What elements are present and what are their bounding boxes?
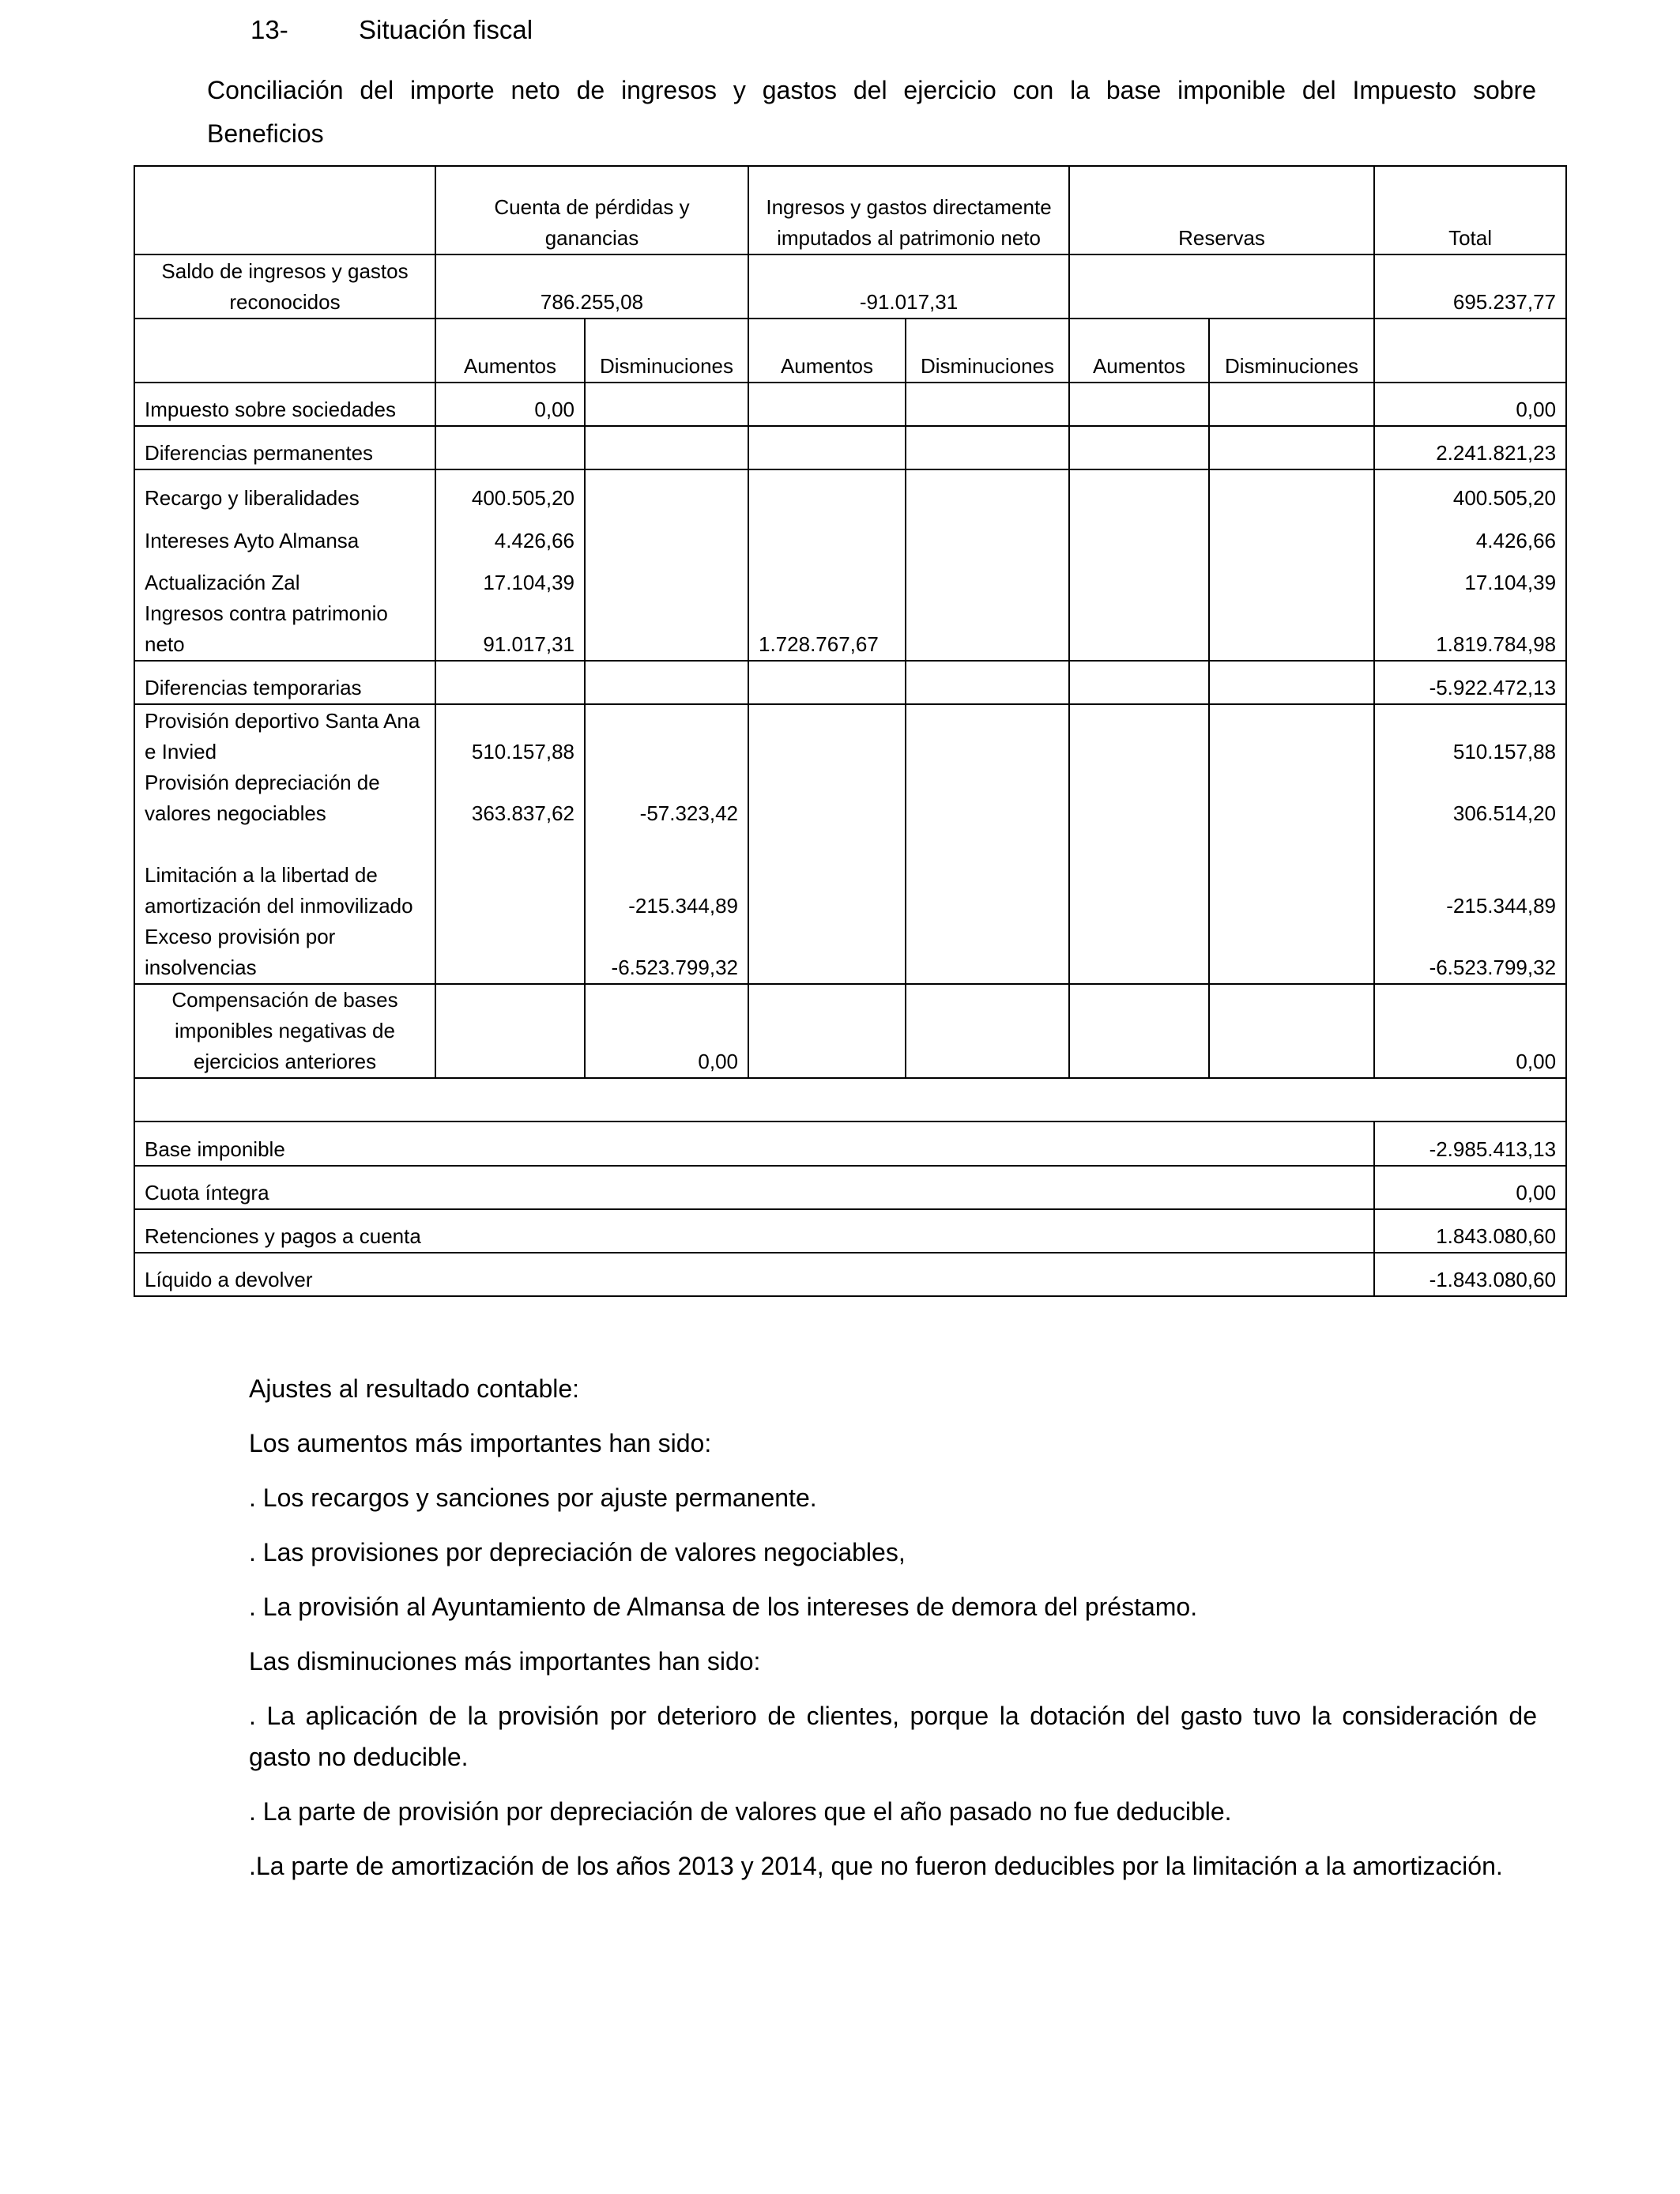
cell-value: 0,00 <box>435 383 585 426</box>
spacer-row <box>134 1078 1566 1122</box>
notes-paragraph: . La parte de provisión por depreciación de valores que el año pasado no fue deducible. <box>249 1797 1232 1826</box>
cell-empty <box>906 556 1069 598</box>
cell-empty <box>906 829 1069 922</box>
cell-empty <box>1209 829 1374 922</box>
notes-paragraph: .La parte de amortización de los años 2013 y 2014, que no fueron deducibles por la limitación a la amortización. <box>249 1852 1503 1880</box>
summary-row <box>134 1166 1566 1209</box>
cell-empty <box>1209 514 1374 556</box>
cell-value <box>748 469 906 514</box>
cell-value: 17.104,39 <box>435 556 585 598</box>
cell-empty <box>1069 829 1209 922</box>
cell-empty <box>1069 556 1209 598</box>
cell-empty <box>748 922 906 984</box>
temp-detail-row <box>134 829 1566 922</box>
header-total: Total <box>1374 166 1566 254</box>
cell-value: -57.323,42 <box>585 767 748 829</box>
cell-empty <box>1209 767 1374 829</box>
temporarias-row <box>134 661 1566 704</box>
cell-empty <box>585 469 748 514</box>
row-label: Intereses Ayto Almansa <box>134 514 435 556</box>
cell-value: 91.017,31 <box>435 598 585 661</box>
cell-total: 0,00 <box>1374 984 1566 1078</box>
cell-total: 2.241.821,23 <box>1374 426 1566 469</box>
cell-empty <box>748 426 906 469</box>
saldo-pyg-value: 786.255,08 <box>435 254 748 319</box>
subheader-empty-cell <box>134 319 435 383</box>
cell-total: 400.505,20 <box>1374 469 1566 514</box>
cell-empty <box>585 661 748 704</box>
cell-empty <box>1069 661 1209 704</box>
cell-empty <box>906 598 1069 661</box>
row-label: Provisión depreciación de valores negociables <box>134 767 435 829</box>
summary-row <box>134 1122 1566 1166</box>
notes-paragraph: Los aumentos más importantes han sido: <box>249 1429 712 1457</box>
cell-empty <box>1069 767 1209 829</box>
cell-empty <box>435 984 585 1078</box>
section-title: Situación fiscal <box>359 15 533 44</box>
row-label: Recargo y liberalidades <box>134 469 435 514</box>
cell-total: 306.514,20 <box>1374 767 1566 829</box>
cell-empty <box>906 426 1069 469</box>
saldo-row <box>134 254 1566 319</box>
summary-total: -1.843.080,60 <box>1374 1253 1566 1296</box>
cell-value <box>585 704 748 767</box>
cell-empty <box>748 984 906 1078</box>
cell-empty <box>906 514 1069 556</box>
row-label: Diferencias permanentes <box>134 426 435 469</box>
cell-total: -215.344,89 <box>1374 829 1566 922</box>
cell-empty <box>585 514 748 556</box>
summary-label: Retenciones y pagos a cuenta <box>134 1209 1374 1253</box>
cell-empty <box>1069 426 1209 469</box>
saldo-total-value: 695.237,77 <box>1374 254 1566 319</box>
cell-value: 1.728.767,67 <box>748 598 906 661</box>
cell-empty <box>1209 661 1374 704</box>
summary-total: -2.985.413,13 <box>1374 1122 1566 1166</box>
cell-value: 363.837,62 <box>435 767 585 829</box>
cell-empty <box>1069 514 1209 556</box>
notes-paragraph: Las disminuciones más importantes han sido: <box>249 1647 761 1676</box>
cell-empty <box>585 383 748 426</box>
subheader-row <box>134 319 1566 383</box>
subheader-disminuciones: Disminuciones <box>1209 319 1374 383</box>
cell-value: -6.523.799,32 <box>585 922 748 984</box>
cell-empty <box>1209 556 1374 598</box>
cell-empty <box>906 661 1069 704</box>
header-pyg: Cuenta de pérdidas y ganancias <box>435 166 748 254</box>
compensacion-row <box>134 984 1566 1078</box>
cell-empty <box>1069 704 1209 767</box>
section-number: 13- <box>250 15 288 44</box>
cell-empty <box>748 829 906 922</box>
cell-empty <box>1069 922 1209 984</box>
row-label: Compensación de bases imponibles negativas de ejercicios anteriores <box>134 984 435 1078</box>
header-reservas: Reservas <box>1069 166 1374 254</box>
cell-empty <box>906 767 1069 829</box>
cell-value: 510.157,88 <box>435 704 585 767</box>
subheader-aumentos: Aumentos <box>748 319 906 383</box>
cell-empty <box>1209 922 1374 984</box>
cell-empty <box>748 767 906 829</box>
temp-detail-row <box>134 922 1566 984</box>
cell-empty <box>585 556 748 598</box>
notes-paragraph: . La aplicación de la provisión por deterioro de clientes, porque la dotación del gasto tuvo la consideración de gasto no deducible. <box>249 1702 1537 1771</box>
row-label: Saldo de ingresos y gastos reconocidos <box>134 254 435 319</box>
summary-label: Líquido a devolver <box>134 1253 1374 1296</box>
row-label: Actualización Zal <box>134 556 435 598</box>
notes-paragraph: . La provisión al Ayuntamiento de Almansa de los intereses de demora del préstamo. <box>249 1593 1198 1621</box>
row-label: Diferencias temporarias <box>134 661 435 704</box>
perm-detail-row <box>134 469 1566 514</box>
summary-row <box>134 1253 1566 1296</box>
cell-value: 4.426,66 <box>435 514 585 556</box>
perm-detail-row <box>134 556 1566 598</box>
intro-paragraph: Conciliación del importe neto de ingresos y gastos del ejercicio con la base imponible del Impuesto sobre Beneficios <box>207 76 1536 148</box>
cell-empty <box>1209 426 1374 469</box>
subheader-disminuciones: Disminuciones <box>906 319 1069 383</box>
saldo-patrimonio-value: -91.017,31 <box>748 254 1069 319</box>
cell-total: 17.104,39 <box>1374 556 1566 598</box>
summary-label: Cuota íntegra <box>134 1166 1374 1209</box>
notes-paragraph: . Las provisiones por depreciación de valores negociables, <box>249 1538 906 1566</box>
perm-detail-row <box>134 514 1566 556</box>
cell-empty <box>906 469 1069 514</box>
cell-value: 400.505,20 <box>435 469 585 514</box>
row-label: Exceso provisión por insolvencias <box>134 922 435 984</box>
header-empty-cell <box>134 166 435 254</box>
subheader-aumentos: Aumentos <box>1069 319 1209 383</box>
cell-empty <box>1069 598 1209 661</box>
cell-empty <box>1209 383 1374 426</box>
cell-total: 510.157,88 <box>1374 704 1566 767</box>
header-patrimonio: Ingresos y gastos directamente imputados al patrimonio neto <box>748 166 1069 254</box>
cell-empty <box>585 598 748 661</box>
row-label: Impuesto sobre sociedades <box>134 383 435 426</box>
summary-total: 0,00 <box>1374 1166 1566 1209</box>
cell-value: 0,00 <box>585 984 748 1078</box>
perm-detail-row <box>134 598 1566 661</box>
summary-row <box>134 1209 1566 1253</box>
tax-reconciliation-table <box>134 165 1567 1297</box>
cell-empty <box>1209 598 1374 661</box>
header-row <box>134 166 1566 254</box>
cell-value <box>748 514 906 556</box>
cell-empty <box>1069 984 1209 1078</box>
cell-value <box>435 829 585 922</box>
impuesto-row <box>134 383 1566 426</box>
cell-total: -6.523.799,32 <box>1374 922 1566 984</box>
subheader-disminuciones: Disminuciones <box>585 319 748 383</box>
adjustments-notes <box>249 1368 1537 1900</box>
permanentes-row <box>134 426 1566 469</box>
cell-total: 0,00 <box>1374 383 1566 426</box>
subheader-aumentos: Aumentos <box>435 319 585 383</box>
cell-empty <box>1069 469 1209 514</box>
saldo-reservas-value <box>1069 254 1374 319</box>
row-label: Ingresos contra patrimonio neto <box>134 598 435 661</box>
cell-value <box>435 922 585 984</box>
cell-empty <box>906 704 1069 767</box>
cell-value: -215.344,89 <box>585 829 748 922</box>
cell-total: 1.819.784,98 <box>1374 598 1566 661</box>
cell-empty <box>435 426 585 469</box>
cell-total: -5.922.472,13 <box>1374 661 1566 704</box>
cell-value <box>748 556 906 598</box>
subheader-empty-cell <box>1374 319 1566 383</box>
cell-total: 4.426,66 <box>1374 514 1566 556</box>
cell-empty <box>748 704 906 767</box>
summary-label: Base imponible <box>134 1122 1374 1166</box>
summary-total: 1.843.080,60 <box>1374 1209 1566 1253</box>
cell-empty <box>1069 383 1209 426</box>
cell-empty <box>1209 469 1374 514</box>
cell-empty <box>1209 704 1374 767</box>
cell-empty <box>1209 984 1374 1078</box>
row-label: Provisión deportivo Santa Ana e Invied <box>134 704 435 767</box>
cell-empty <box>748 661 906 704</box>
cell-empty <box>906 984 1069 1078</box>
notes-heading: Ajustes al resultado contable: <box>249 1374 580 1403</box>
cell-empty <box>906 383 1069 426</box>
cell-empty <box>748 383 906 426</box>
temp-detail-row <box>134 704 1566 767</box>
section-heading <box>250 13 533 47</box>
row-label: Limitación a la libertad de amortización del inmovilizado <box>134 829 435 922</box>
spacer-cell <box>134 1078 1566 1122</box>
notes-paragraph: . Los recargos y sanciones por ajuste permanente. <box>249 1483 817 1512</box>
temp-detail-row <box>134 767 1566 829</box>
cell-empty <box>906 922 1069 984</box>
cell-empty <box>585 426 748 469</box>
cell-empty <box>435 661 585 704</box>
